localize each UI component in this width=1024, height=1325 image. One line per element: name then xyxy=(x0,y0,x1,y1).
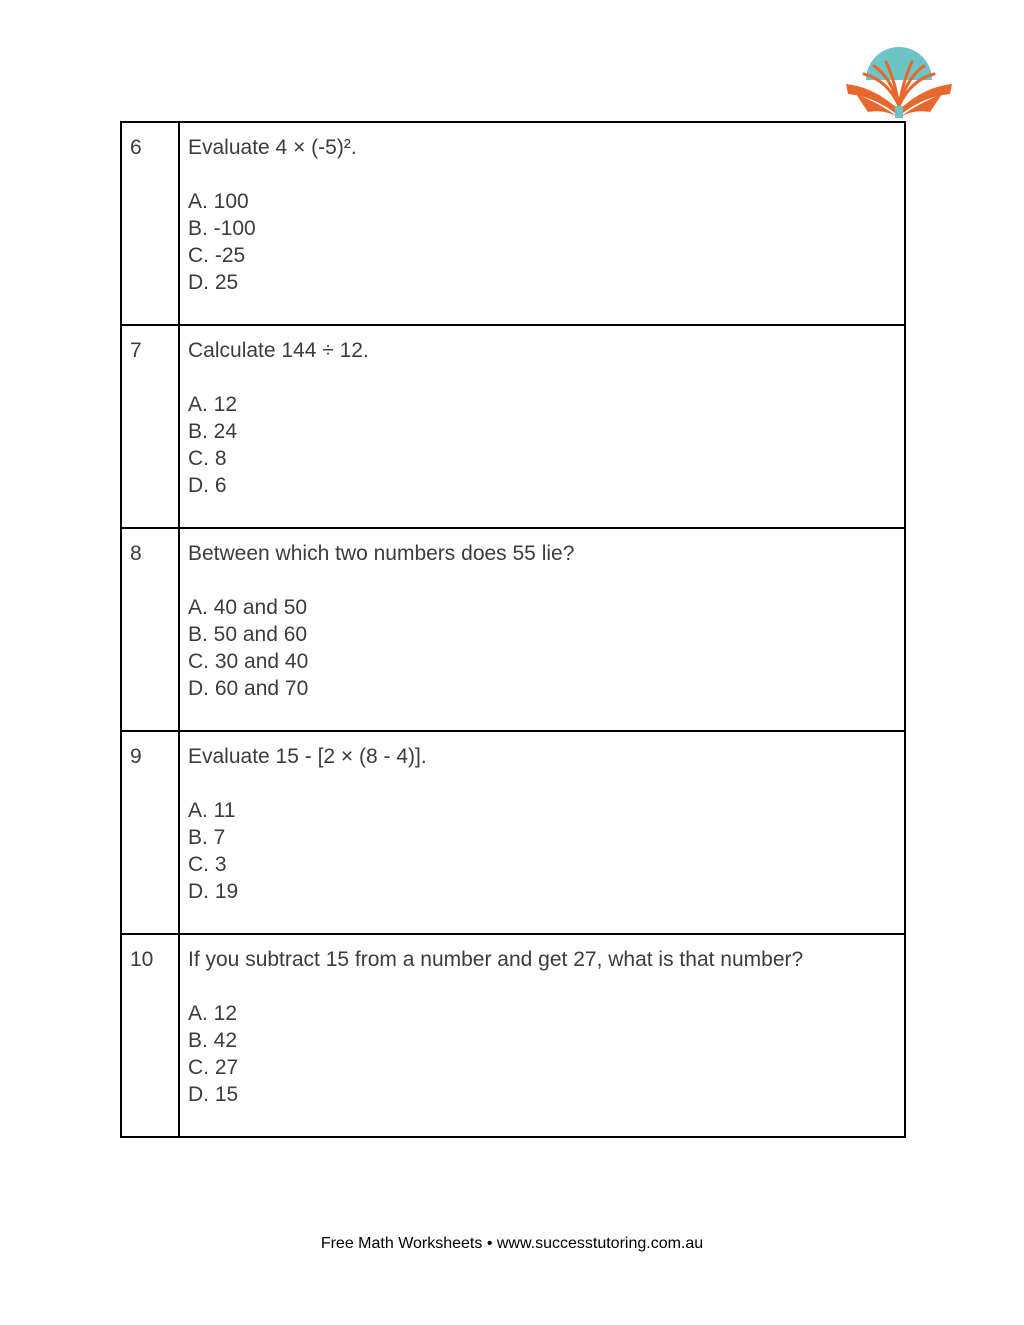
question-number: 10 xyxy=(130,948,154,971)
open-book-logo-icon xyxy=(840,44,958,120)
question-row xyxy=(121,731,905,934)
answer-options xyxy=(188,1000,904,1108)
answer-option: A. 100 xyxy=(188,190,249,213)
answer-option: B. -100 xyxy=(188,217,256,240)
question-text: Evaluate 15 - [2 × (8 - 4)]. xyxy=(188,745,427,768)
question-content-cell xyxy=(179,731,905,934)
question-number-cell xyxy=(121,122,179,325)
answer-option: A. 11 xyxy=(188,799,236,822)
question-content-cell xyxy=(179,325,905,528)
answer-option: A. 40 and 50 xyxy=(188,596,308,619)
answer-option: B. 42 xyxy=(188,1029,238,1052)
question-number-cell xyxy=(121,528,179,731)
question-number: 6 xyxy=(130,136,142,159)
answer-option: D. 60 and 70 xyxy=(188,677,309,700)
question-text: Evaluate 4 × (-5)². xyxy=(188,136,357,159)
question-number-cell xyxy=(121,325,179,528)
question-content-cell xyxy=(179,528,905,731)
answer-option: D. 6 xyxy=(188,474,227,497)
question-number: 8 xyxy=(130,542,142,565)
question-number: 7 xyxy=(130,339,142,362)
answer-option: A. 12 xyxy=(188,1002,238,1025)
answer-option: B. 24 xyxy=(188,420,238,443)
answer-options xyxy=(188,391,904,499)
answer-option: A. 12 xyxy=(188,393,238,416)
question-text: Between which two numbers does 55 lie? xyxy=(188,542,575,565)
question-row xyxy=(121,122,905,325)
question-row xyxy=(121,528,905,731)
answer-option: C. 3 xyxy=(188,853,227,876)
question-text: Calculate 144 ÷ 12. xyxy=(188,339,369,362)
answer-options xyxy=(188,594,904,702)
answer-options xyxy=(188,188,904,296)
answer-option: D. 15 xyxy=(188,1083,239,1106)
question-number-cell xyxy=(121,934,179,1137)
footer-text: Free Math Worksheets • www.successtutoring.com.au xyxy=(320,1235,704,1252)
answer-options xyxy=(188,797,904,905)
question-content-cell xyxy=(179,934,905,1137)
answer-option: C. 30 and 40 xyxy=(188,650,309,673)
answer-option: C. -25 xyxy=(188,244,246,267)
questions-table xyxy=(120,121,906,1138)
answer-option: B. 50 and 60 xyxy=(188,623,308,646)
question-row xyxy=(121,934,905,1137)
answer-option: C. 27 xyxy=(188,1056,239,1079)
question-text: If you subtract 15 from a number and get 27, what is that number? xyxy=(188,948,804,971)
answer-option: D. 25 xyxy=(188,271,239,294)
question-content-cell xyxy=(179,122,905,325)
question-number-cell xyxy=(121,731,179,934)
answer-option: C. 8 xyxy=(188,447,227,470)
answer-option: B. 7 xyxy=(188,826,226,849)
question-row xyxy=(121,325,905,528)
question-number: 9 xyxy=(130,745,142,768)
answer-option: D. 19 xyxy=(188,880,239,903)
